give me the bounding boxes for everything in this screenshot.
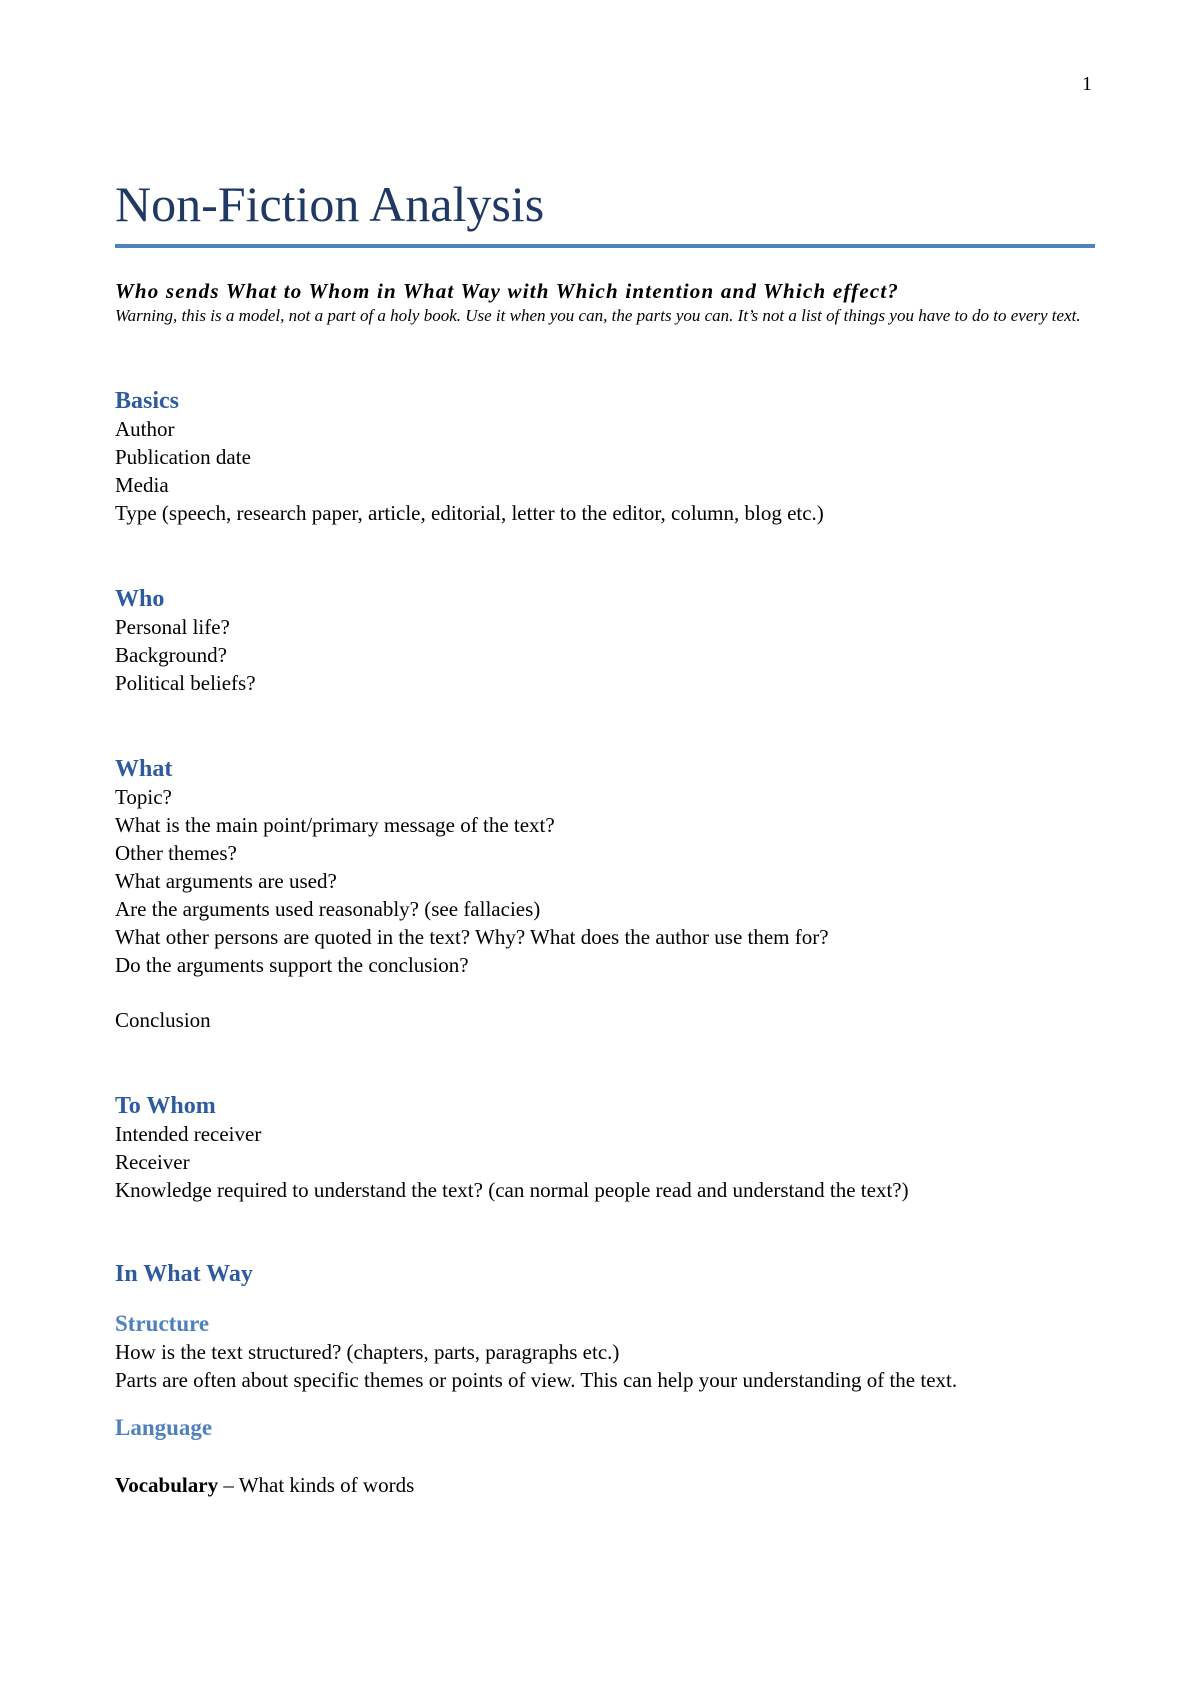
section-heading-who: Who xyxy=(115,586,165,612)
list-item: Publication date xyxy=(115,445,251,469)
document-body xyxy=(115,176,1095,1499)
list-item: Type (speech, research paper, article, editorial, letter to the editor, column, blog etc.) xyxy=(115,501,824,525)
subheading-structure: Structure xyxy=(115,1311,210,1336)
list-item: Intended receiver xyxy=(115,1122,262,1146)
section-heading-basics: Basics xyxy=(115,388,180,414)
list-item: Receiver xyxy=(115,1150,190,1174)
list-item: Personal life? xyxy=(115,615,230,639)
section-heading-to-whom: To Whom xyxy=(115,1093,216,1119)
list-item: Author xyxy=(115,417,175,441)
list-item: Knowledge required to understand the text? (can normal people read and understand the text?) xyxy=(115,1178,909,1202)
section-heading-what: What xyxy=(115,756,173,782)
list-item: Parts are often about specific themes or points of view. This can help your understanding of the text. xyxy=(115,1368,958,1392)
list-item: Are the arguments used reasonably? (see fallacies) xyxy=(115,897,541,921)
list-item: Background? xyxy=(115,643,227,667)
list-item: Media xyxy=(115,473,169,497)
conclusion-item: Conclusion xyxy=(115,1008,211,1032)
list-item: Political beliefs? xyxy=(115,671,256,695)
page-title: Non-Fiction Analysis xyxy=(115,176,1095,248)
vocabulary-label: Vocabulary xyxy=(115,1473,219,1497)
section-heading-in-what-way: In What Way xyxy=(115,1261,253,1287)
list-item: What arguments are used? xyxy=(115,869,337,893)
list-item: How is the text structured? (chapters, parts, paragraphs etc.) xyxy=(115,1340,620,1364)
list-item: Topic? xyxy=(115,785,172,809)
vocabulary-text: – What kinds of words xyxy=(223,1473,415,1497)
vocabulary-line xyxy=(115,1471,1095,1499)
page-number: 1 xyxy=(1082,73,1092,95)
subheading-language: Language xyxy=(115,1415,213,1440)
list-item: Do the arguments support the conclusion? xyxy=(115,953,469,977)
list-item: Other themes? xyxy=(115,841,237,865)
warning-note: Warning, this is a model, not a part of a holy book. Use it when you can, the parts you can. It’s not a list of things you have to do to every text. xyxy=(115,306,1081,325)
list-item: What other persons are quoted in the text? Why? What does the author use them for? xyxy=(115,925,829,949)
guiding-question: Who sends What to Whom in What Way with Which intention and Which effect? xyxy=(115,279,900,303)
list-item: What is the main point/primary message of the text? xyxy=(115,813,555,837)
